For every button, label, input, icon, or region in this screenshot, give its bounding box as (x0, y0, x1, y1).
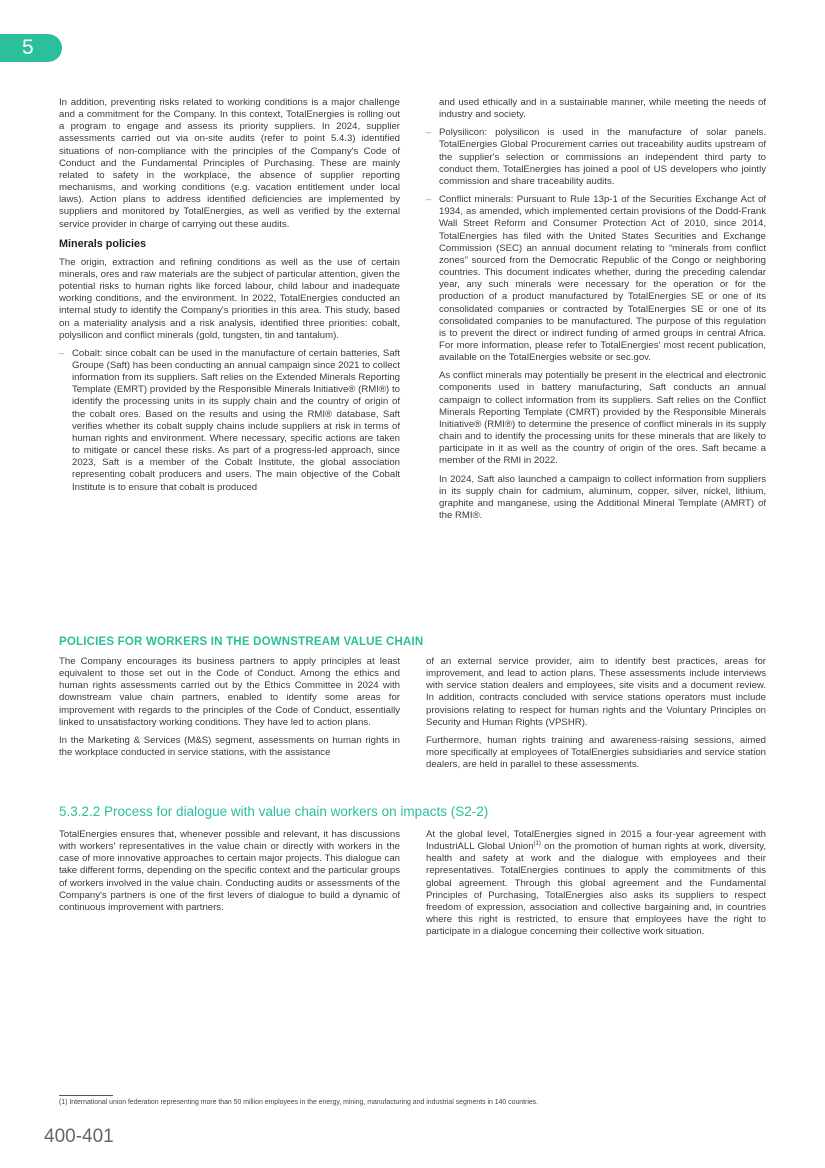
top-right-column (426, 97, 766, 528)
downstream-assessments-paragraph: of an external service provider, aim to identify best practices, areas for improvement, and lead to action plans. These assessments include interviews with service station dealers and employees, site visits and a document review. In addition, contracts concluded with service stations operators must include provisions relating to respect for human rights and the Voluntary Principles on Security and Human Rights (VPSHR). (426, 656, 766, 728)
cobalt-text: Cobalt: since cobalt can be used in the manufacture of certain batteries, Saft Groupe (Saft) has been conducting an annual campaign since 2021 to collect information from its suppliers. Saft relies on the Extended Minerals Reporting Template (EMRT) provided by the Responsible Minerals Initiative® (RMI®) to identify the processing units in its supply chain and the country of origin of the cobalt ores. Based on the results and using the RMI® database, Saft verifies whether its cobalt supply chains include suppliers at risk in terms of human rights and environment. Where necessary, specific actions are taken to mitigate or cancel these risks. As part of a progress-led approach, since 2023, Saft is a member of the Cobalt Institute, the global association representing cobalt producers and users. The main objective of the Cobalt Institute is to ensure that cobalt is produced (72, 347, 401, 493)
dialogue-right-column (426, 829, 766, 944)
footnote-reference: (1) (533, 840, 541, 847)
chapter-tab (0, 34, 62, 62)
bullet-dash: – (426, 127, 432, 139)
polysilicon-text: Polysilicon: polysilicon is used in the manufacture of solar panels. TotalEnergies Global Procurement carries out traceability audits upstream of the supplier's selection or commissions an independent third party to conduct them. TotalEnergies has joined a pool of US developers who jointly commission and share traceability audits. (439, 127, 766, 187)
global-agreement-text-b: on the promotion of human rights at work, diversity, health and safety at work and the dialogue with employees and their representatives. TotalEnergies continues to apply the commitments of this global agreement. Through this global agreement and the Fundamental Principles of Purchasing, TotalEnergies also asks its suppliers to respect freedom of expression, association and collective bargaining and, in countries where this right is restricted, to ensure that employees have the right to participate in a dialogue concerning their collective work situation. (426, 841, 766, 938)
minerals-intro-paragraph: The origin, extraction and refining conditions as well as the use of certain minerals, ores and raw materials are the subject of particular attention, given the potential risks to human rights like forced labour, child labour and inadequate working conditions, and the environment. In 2022, TotalEnergies conducted an internal study to identify the Company's priorities in this area. This study, based on a materiality analysis and a risk analysis, identified three priorities: cobalt, polysilicon and conflict minerals (gold, tungsten, tin and tantalum). (59, 256, 400, 341)
cobalt-continued: and used ethically and in a sustainable manner, while meeting the needs of industry and society. (439, 97, 766, 121)
downstream-ms-segment-paragraph: In the Marketing & Services (M&S) segment, assessments on human rights in the workplace conducted in service stations, with the assistance (59, 734, 400, 759)
working-conditions-paragraph: In addition, preventing risks related to working conditions is a major challenge and a commitment for the Company. In this context, TotalEnergies is rolling out a program to engage and assess its priority suppliers. In 2024, supplier assessments carried out via on-site audits (refer to point 5.4.3) identified situations of non-compliance with the principles of the Company's Code of Conduct and the Fundamental Principles of Purchasing. These are mainly related to safety in the workplace, the absence of supplier reporting mechanisms, and working conditions (e.g. vacation entitlement under local laws). Action plans to address identified deficiencies are implemented by suppliers and monitored by TotalEnergies, as well as verified by the external service provider in charge of carrying out these audits. (59, 97, 400, 230)
conflict-minerals-bullet (426, 194, 766, 364)
downstream-code-of-conduct-paragraph: The Company encourages its business partners to apply principles at least equivalent to those set out in the Code of Conduct. Among the ethics and human rights assessments carried out by the Ethics Committee in 2024 with downstream value chain partners, enabled to identify some areas for improvement with regards to the principles of the Code of Conduct, essentially linked to unsatisfactory working conditions. They have led to action plans. (59, 656, 400, 728)
conflict-minerals-saft-paragraph: As conflict minerals may potentially be present in the electrical and electronic components used in battery manufacturing, Saft conducts an annual campaign to collect information from its suppliers. Saft relies on the Conflict Minerals Reporting Template (CMRT) provided by the Responsible Minerals Initiative® (RMI®) to determine the presence of conflict minerals in its supply chain and to identify the processing units for these minerals that are likely to participate in it as well as the country of origin of the ores. Saft became a member of the RMI in 2022. (439, 370, 766, 467)
footnote: (1) International union federation representing more than 50 million employees in the energy, mining, manufacturing and industrial segments in 140 countries. (59, 1099, 539, 1106)
downstream-left-column (59, 656, 400, 765)
downstream-right-column (426, 656, 766, 777)
global-agreement-text-a: At the global level, TotalEnergies signed in 2015 a four-year agreement with IndustriALL Global Union (426, 829, 766, 853)
dialogue-section-heading: 5.3.2.2 Process for dialogue with value chain workers on impacts (S2-2) (59, 804, 489, 819)
global-agreement-paragraph (426, 829, 766, 938)
dialogue-paragraph: TotalEnergies ensures that, whenever possible and relevant, it has discussions with workers' representatives in the value chain or directly with workers in the case of more innovative approaches to certain major projects. This dialogue can take different forms, depending on the specific context and the particular groups of workers involved in the value chain. Conducting audits or assessments of the Company's partners is one of the first levers of dialogue to build a dynamic of continuous improvement with partners. (59, 829, 400, 913)
page-number: 400-401 (44, 1126, 114, 1147)
cobalt-bullet (59, 348, 400, 494)
bullet-dash: – (59, 347, 65, 359)
footnote-rule (59, 1095, 113, 1096)
bullet-dash: – (426, 194, 432, 206)
chapter-number: 5 (22, 36, 34, 59)
downstream-training-paragraph: Furthermore, human rights training and awareness-raising sessions, aimed more specifically at employees of TotalEnergies subsidiaries and service station dealers, are held in parallel to these assessments. (426, 734, 766, 771)
downstream-policies-heading: POLICIES FOR WORKERS IN THE DOWNSTREAM VALUE CHAIN (59, 636, 424, 648)
minerals-policies-heading: Minerals policies (59, 237, 147, 250)
conflict-minerals-text: Conflict minerals: Pursuant to Rule 13p-1 of the Securities Exchange Act of 1934, as amended, which implemented certain provisions of the Dodd-Frank Wall Street Reform and Consumer Protection Act of 2010, since 2014, TotalEnergies has filed with the United States Securities and Exchange Commission (SEC) an annual document relating to “minerals from conflict zones” sourced from the Democratic Republic of the Congo or neighboring countries. This document indicates whether, during the preceding calendar year, any such minerals were necessary for the operation or for the production of a product manufactured by TotalEnergies SE or one of its consolidated companies or contracted by TotalEnergies SE or one of its consolidated companies to be manufactured. The purpose of this regulation is to prevent the direct or indirect funding of armed groups in central Africa. For more information, please refer to TotalEnergies' most recent publication, available on the TotalEnergies website or sec.gov. (439, 194, 766, 364)
dialogue-left-column (59, 829, 400, 920)
polysilicon-bullet (426, 127, 766, 188)
top-left-column (59, 97, 400, 500)
saft-2024-campaign-paragraph: In 2024, Saft also launched a campaign to collect information from suppliers in its supply chain for cadmium, aluminum, copper, silver, nickel, lithium, graphite and manganese, using the Additional Mineral Template (AMRT) of the RMI®. (439, 473, 766, 521)
